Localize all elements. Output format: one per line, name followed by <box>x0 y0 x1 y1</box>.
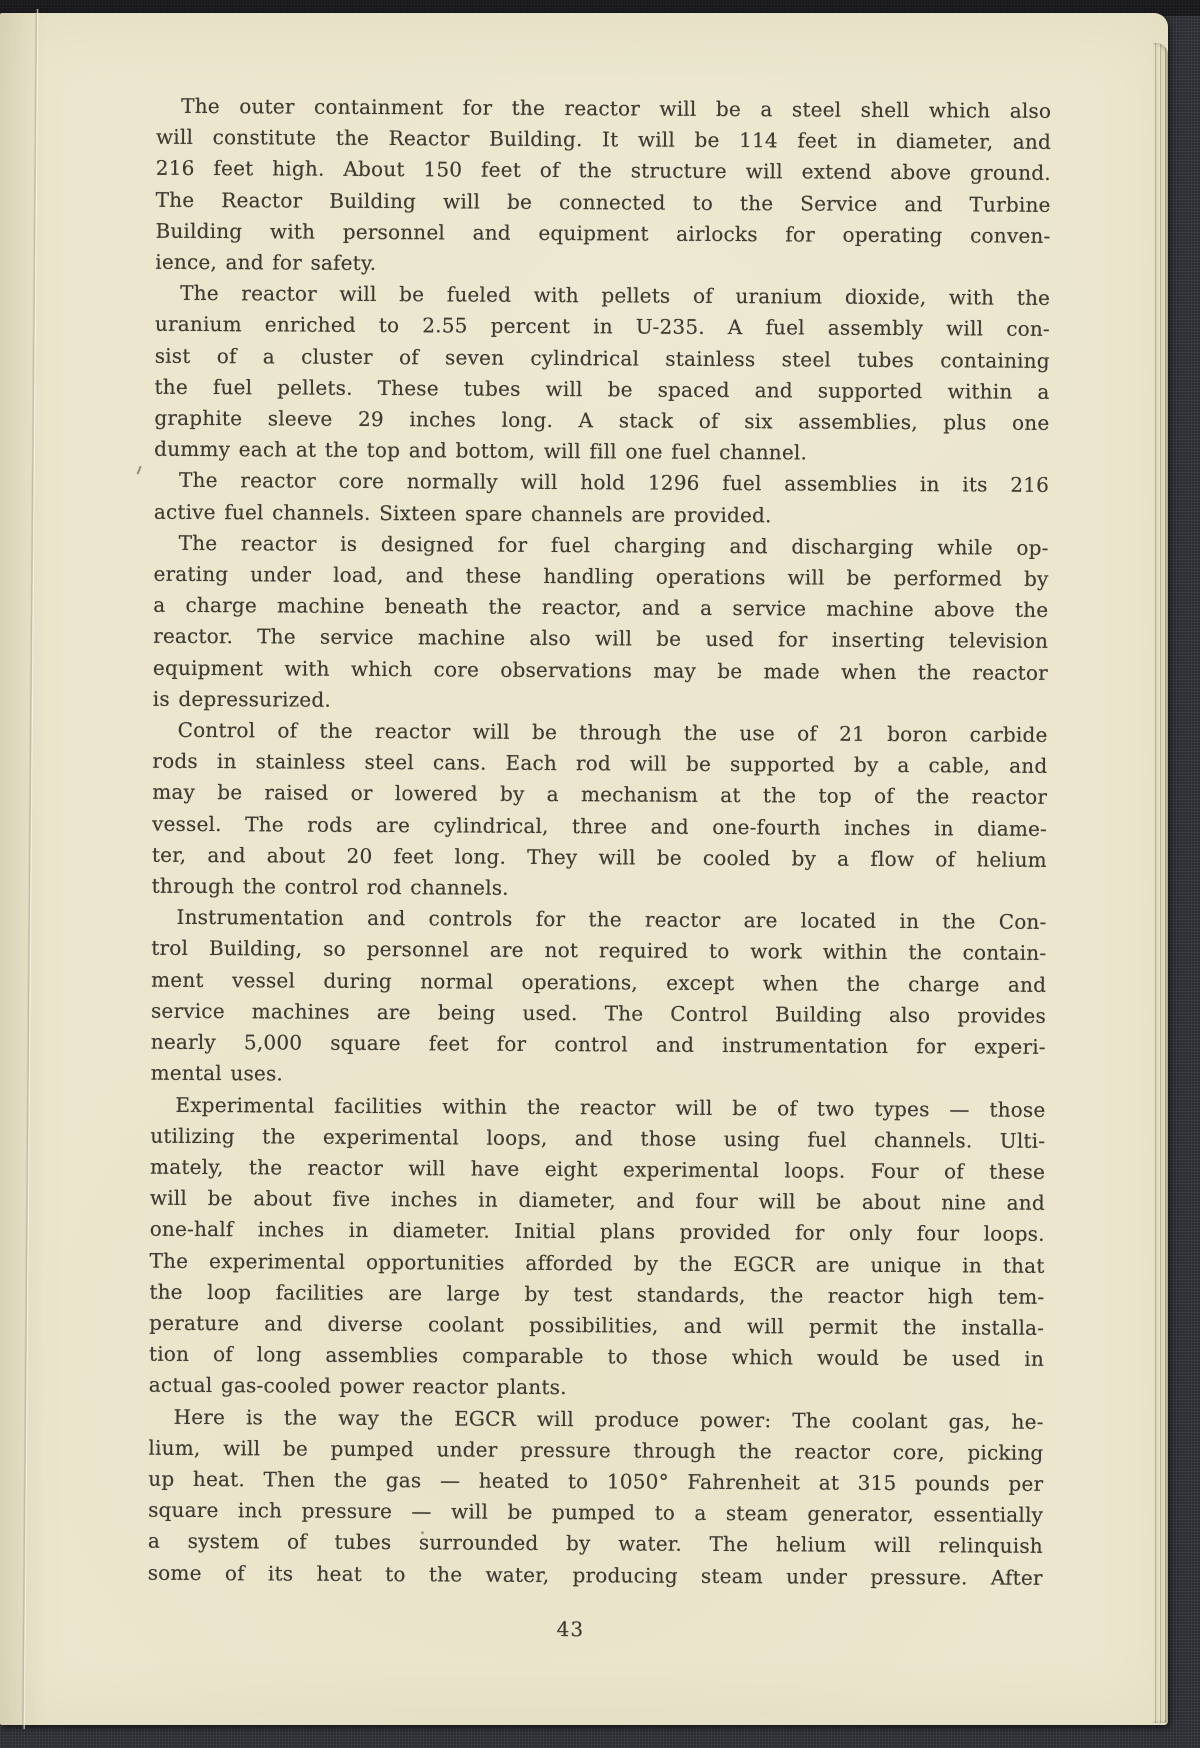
paragraph <box>148 1401 1044 1593</box>
text-line: mental uses. <box>150 1060 284 1086</box>
text-line: trol Building, so personnel are not required to work within the contain- <box>151 936 1047 966</box>
text-line: reactor. The service machine also will be used for inserting television <box>153 624 1049 654</box>
text-line: dummy each at the top and bottom, will fill one fuel channel. <box>154 436 808 465</box>
text-line: The Reactor Building will be connected to the Service and Turbine <box>155 187 1051 217</box>
text-line: vessel. The rods are cylindrical, three and one-fourth inches in diame- <box>151 811 1048 841</box>
text-block <box>148 91 1052 1594</box>
text-line: the loop facilities are large by test standards, the reactor high tem- <box>149 1279 1045 1309</box>
text-line: up heat. Then the gas — heated to 1050° Fahrenheit at 315 pounds per <box>148 1466 1044 1496</box>
text-line: some of its heat to the water, producing steam under pressure. After <box>147 1560 1043 1590</box>
text-line: actual gas-cooled power reactor plants. <box>148 1373 567 1400</box>
text-line: may be raised or lowered by a mechanism at the top of the reactor <box>152 780 1048 810</box>
page-content <box>0 13 1178 1732</box>
text-line: The reactor will be fueled with pellets of uranium dioxide, with the <box>180 281 1051 311</box>
text-line: The reactor core normally will hold 1296 fuel assemblies in its 216 <box>178 468 1050 498</box>
text-line: will constitute the Reactor Building. It will be 114 feet in diameter, and <box>155 124 1052 155</box>
text-line: active fuel channels. Sixteen spare channels are provided. <box>153 499 772 527</box>
page-number: 43 <box>556 1617 585 1642</box>
text-line: utilizing the experimental loops, and those using fuel channels. Ulti- <box>150 1123 1046 1153</box>
text-line: the fuel pellets. These tubes will be spaced and supported within a <box>154 374 1050 404</box>
text-line: a charge machine beneath the reactor, and a service machine above the <box>153 592 1049 623</box>
text-line: perature and diverse coolant possibilities, and will permit the installa- <box>149 1310 1045 1340</box>
text-line: equipment with which core observations may be made when the reactor <box>152 655 1049 685</box>
paragraph <box>151 902 1047 1094</box>
paragraph <box>153 528 1049 720</box>
text-line: Building with personnel and equipment airlocks for operating conven- <box>155 218 1051 248</box>
text-line: ience, and for safety. <box>155 249 377 275</box>
text-line: square inch pressure — will be pumped to a steam generator, essentially <box>148 1497 1044 1527</box>
text-line: ment vessel during normal operations, except when the charge and <box>151 967 1047 997</box>
text-line: is depressurized. <box>152 686 332 712</box>
text-line: The outer containment for the reactor will be a steel shell which also <box>181 93 1052 123</box>
text-line: Instrumentation and controls for the reactor are located in the Con- <box>176 905 1047 935</box>
text-line: through the control rod channels. <box>151 873 509 900</box>
paragraph <box>154 465 1049 533</box>
text-line: uranium enriched to 2.55 percent in U-235. A fuel assembly will con- <box>154 312 1050 342</box>
scan-speck <box>136 466 141 475</box>
book-page <box>0 13 1168 1725</box>
text-line: The experimental opportunities afforded by the EGCR are unique in that <box>149 1248 1045 1278</box>
text-line: service machines are being used. The Control Building also provides <box>150 998 1047 1028</box>
text-line: nearly 5,000 square feet for control and instrumentation for experi- <box>150 1029 1046 1059</box>
paragraph <box>152 715 1048 907</box>
paragraph <box>154 278 1050 470</box>
text-line: a system of tubes surrounded by water. The helium will relinquish <box>147 1529 1043 1559</box>
text-line: graphite sleeve 29 inches long. A stack of six assemblies, plus one <box>154 405 1050 435</box>
text-line: one-half inches in diameter. Initial plans provided for only four loops. <box>149 1216 1045 1247</box>
text-line: Control of the reactor will be through the use of 21 boron carbide <box>177 717 1048 747</box>
text-line: rods in stainless steel cans. Each rod will be supported by a cable, and <box>152 748 1048 779</box>
text-line: Experimental facilities within the reactor will be of two types — those <box>175 1092 1046 1122</box>
paragraph <box>155 91 1051 283</box>
text-line: will be about five inches in diameter, and four will be about nine and <box>149 1185 1045 1215</box>
text-line: Here is the way the EGCR will produce power: The coolant gas, he- <box>173 1404 1044 1434</box>
paragraph <box>149 1089 1046 1406</box>
text-line: ter, and about 20 feet long. They will be cooled by a flow of helium <box>151 842 1047 872</box>
scan-speck-dot <box>421 1531 424 1534</box>
text-line: The reactor is designed for fuel charging and discharging while op- <box>178 530 1049 560</box>
text-line: lium, will be pumped under pressure through the reactor core, picking <box>148 1435 1044 1465</box>
text-line: 216 feet high. About 150 feet of the structure will extend above ground. <box>155 156 1051 186</box>
text-line: tion of long assemblies comparable to those which would be used in <box>148 1341 1045 1371</box>
text-line: mately, the reactor will have eight experimental loops. Four of these <box>150 1154 1046 1184</box>
text-line: sist of a cluster of seven cylindrical stainless steel tubes containing <box>154 343 1050 373</box>
text-line: erating under load, and these handling operations will be performed by <box>153 561 1049 591</box>
